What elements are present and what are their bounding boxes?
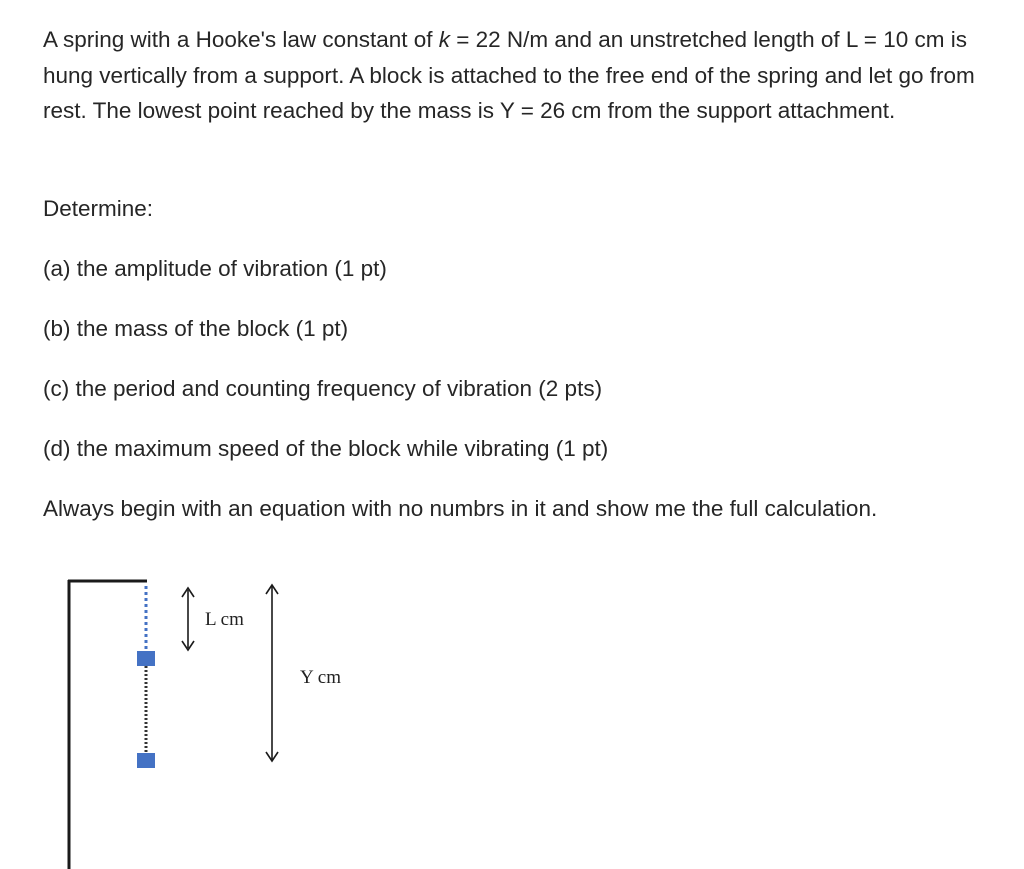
question-d: (d) the maximum speed of the block while vibrating (1 pt) <box>43 436 609 461</box>
label-Y: Y cm <box>300 667 341 688</box>
length-L-arrow <box>182 588 194 650</box>
determine-heading: Determine: <box>43 196 154 221</box>
problem-statement <box>43 22 993 129</box>
label-L: L cm <box>205 609 244 630</box>
intro-text-end: = 22 N/m and an unstretched length of L = 10 cm is hung vertically from a support. A block is attached to the free end of the spring and let go from rest. The lowest point reached by the mass is Y = 26 cm from the support attachment. <box>43 27 975 123</box>
block-unstretched <box>137 651 155 666</box>
k-symbol: k <box>438 27 450 52</box>
question-c: (c) the period and counting frequency of vibration (2 pts) <box>43 376 603 401</box>
intro-text-start: A spring with a Hooke's law constant of <box>43 27 439 52</box>
spring-diagram <box>0 560 420 869</box>
question-b: (b) the mass of the block (1 pt) <box>43 316 349 341</box>
length-Y-arrow <box>266 585 278 761</box>
question-a: (a) the amplitude of vibration (1 pt) <box>43 256 387 281</box>
block-lowest-point <box>137 753 155 768</box>
problem-intro <box>43 22 993 129</box>
support-frame <box>68 580 147 869</box>
instruction-text: Always begin with an equation with no numbrs in it and show me the full calculation. <box>43 496 878 521</box>
